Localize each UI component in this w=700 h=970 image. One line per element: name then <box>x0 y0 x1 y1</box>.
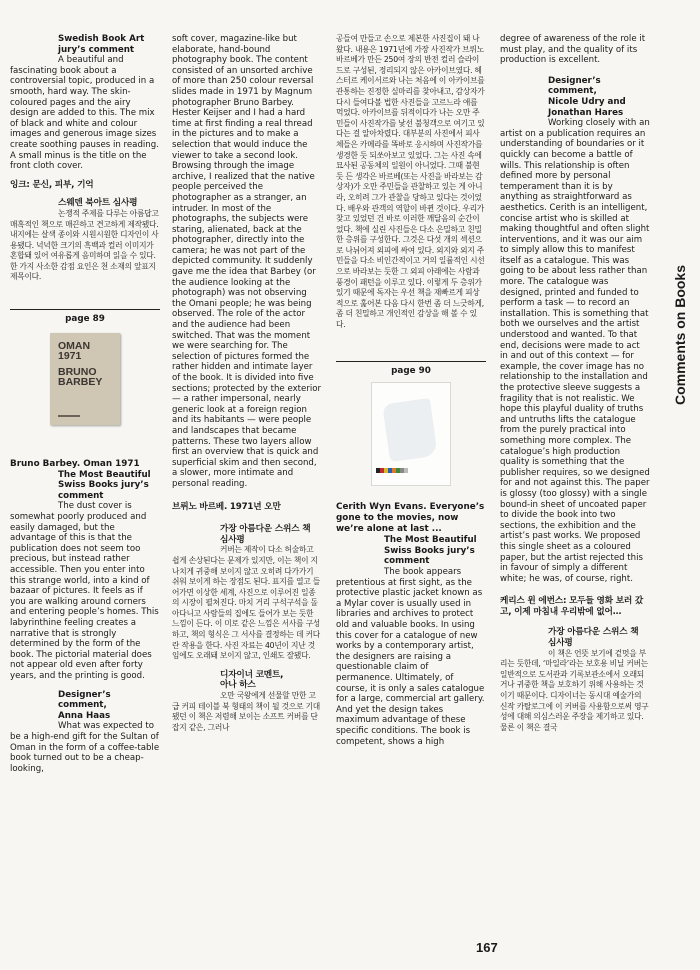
jury-heading: The Most Beautiful <box>384 535 477 546</box>
jury-heading: jury’s comment <box>58 44 135 55</box>
korean-text: 논쟁적 주제를 다루는 아름답고 매혹적인 책으로 매끈하고 견고하게 제작됐다. 내지에는 살색 종이와 시원시원한 디자인이 사용됐다. 넉넉한 크기의 흑백과 컬러 이미지가 혼합돼 있어 여유롭게 음미하며 읽을 수 있다. 한 가지 사소한 감점 요인은 천 소재의 앞표지 제목이다. <box>10 208 159 282</box>
section-rule <box>336 361 486 362</box>
cover-text: BRUNO BARBEY <box>58 365 103 388</box>
korean-text: 공들여 만들고 손으로 제본한 사진집이 돼 나왔다. 내용은 1971년에 가장 사진작가 브뤼노 바르베가 만든 250여 장의 반전 컬러 슬라이드로 구성된, 정리되지 않은 아카이브였다. 헤스터르 케이서르와 나는 처음에 이 아카이브를 관통하는 진정한 실마리를 찾아내고, 감상자가 다시 들여다볼 법한 사진들을 고르느라 애를 먹었다. 아카이브를 뒤적이다가 나는 오만 주민들이 사진작가를 낯선 불청객으로 여기고 있다는 걸 알아차렸다. 대부분의 사진에서 피사체들은 카메라를 똑바로 응시하며 사진작가를 생경한 듯 되쏘아보고 있었다. 그는 사진 속에 묘사된 공동체의 일원이 아니었다. 그때 불현듯 든 생각은 바르베(또는 사진을 바라보는 감상자)가 오만 주민들을 관찰하고 있는 게 아니라, 오히려 그가 관찰을 당하고 있다는 것이었다. 배우와 관객의 역할이 바뀐 것이다. 우리가 찾고 있었던 건 바로 이러한 깨달음의 순간이었다. 책에 실린 사진들은 다소 은밀하고 친밀한 층위를 구성한다. 그것은 다섯 개의 섹션으로 나뉘어져 외피에 싸여 있다. 외지와 외지 주민들을 다소 비인간적이고 거의 일률적인 시선으로 바라보는 듯한 그 외피 아래에는 사람과 풍경이 패턴을 이루고 있다. 이렇게 두 층위가 있기 때문에 독자는 우선 책을 재빠르게 피상적으로 훑어본 다음 다시 한번 좀 더 느긋하게, 좀 더 친밀하고 개인적인 감상을 해 볼 수 있다. <box>336 34 485 330</box>
designer-heading: Jonathan Hares <box>548 107 624 118</box>
body-text: What was expected to be a high-end gift for the Sultan of Oman in the form of a coffee-table book turned out to be a cheap-looking, <box>10 721 160 774</box>
column-2 <box>172 34 322 733</box>
jury-heading: Swiss Books jury’s <box>384 545 475 556</box>
page-number: 167 <box>476 940 498 955</box>
book-caption: Bruno Barbey. Oman 1971 <box>10 458 140 469</box>
body-text: Working closely with an artist on a publication requires an understanding of boundaries or it quickly can become a battle of wills. This relationship is often defined more by personal temperament than it is by anything as straightforward as aesthetics. Cerith is an intelligent, concise artist who is skilled at making thoughtful and often slight interventions, and it was our aim to simply allow this to manifest itself as a catalogue. This was going to be about less rather than more. The catalogue was designed, printed and funded to perform a task — to record an installation. This is something that both we ourselves and the artist understood and wanted. To that end, decisions were made to act in and out of this context — for example, the cover image has no relationship to the installation and the protective sleeve suggests a fragility that is not realistic. We hope this playful duality of truths and untruths lifts the catalogue from the purely practical into something more complex. The catalogue’s high production quality is something that the publisher requires, so we designed for and not against this. The paper is glossy (too glossy) with a single bound-in sheet of uncoated paper to divide the book into two sections, the exhibition and the artist’s past works. We proposed this single sheet as a coloured paper, but the artist rejected this in favour of simply a different white; he was, of course, right. <box>500 118 650 584</box>
column-1 <box>10 34 160 774</box>
section-title-vertical: Comments on Books <box>672 264 688 406</box>
korean-heading: 스웨덴 북아트 심사평 <box>58 198 138 209</box>
jury-heading: comment <box>384 556 430 567</box>
jury-heading: Swiss Books jury’s <box>58 480 149 491</box>
korean-heading: 아나 하스 <box>220 680 256 691</box>
body-text: A beautiful and fascinating book about a controversial topic, produced in a smooth, hard way. The skin-coloured pages and the airy design are added to this. The mix of black and white and colour images and generous image sizes create soothing pauses in reading. A small minus is the title on the front cloth cover. <box>10 55 159 172</box>
color-bar-swatch <box>404 468 408 473</box>
column-4 <box>500 34 650 733</box>
body-text: The book appears pretentious at first sight, as the protective plastic jacket known as a Mylar cover is usually used in libraries and archives to protect old and valuable books. In using this cover for a catalogue of new works by a contemporary artist, the designers are raising a questionable claim of permanence. Ultimately, of course, it is only a sales catalogue for a large, commercial art gallery. And yet the design takes maximum advantage of these specific conditions. The book is competent, shows a high <box>336 567 485 747</box>
body-text: soft cover, magazine-like but elaborate, hand-bound photography book. The content consisted of an unsorted archive of more than 250 colour reversal slides made in 1971 by Magnum photographer Bruno Barbey. Hester Keijser and I had a hard time at first finding a real thread in the pictures and to make a selection that would induce the viewer to take a second look. Browsing through the image archive, I realized that the native people perceived the photographer as a stranger, an intruder. In most of the photographs, the subjects were staring, alienated, back at the photographer, directly into the camera; he was not part of the depicted community. It suddenly gave me the idea that Barbey (or the audience looking at the photograph) was not observing the Omani people; he was being observed. The role of the actor and the audience had been switched. That was the moment we were searching for. The selection of pictures formed the rather hidden and intimate layer of the book. It is divided into five sections; protected by the exterior — a rather impersonal, nearly generic look at a foreign region and its habitants — were people and landscapes that became patterns. These two layers allow first an overview that is quick and superficial skim and then second, a slower, more intimate and personal reading. <box>172 34 322 489</box>
korean-text: 오만 국왕에게 선물할 만한 고급 커피 테이블 북 형태의 책이 될 것으로 기대됐던 이 책은 저렴해 보이는 소프트 커버를 단 잡지 같은, 그러나 <box>172 691 321 732</box>
jury-heading: Swedish Book Art <box>58 34 145 44</box>
column-3 <box>336 34 486 747</box>
jury-heading: comment <box>58 490 104 501</box>
korean-title: 케리스 윈 에번스: 모두들 영화 보러 갔고, 이제 마침내 우리밖에 없어… <box>500 596 644 617</box>
section-rule <box>10 309 160 310</box>
jury-heading: The Most Beautiful <box>58 469 151 480</box>
korean-heading: 심사평 <box>220 534 245 545</box>
cover-text: OMAN 1971 <box>58 339 91 362</box>
body-text: The dust cover is somewhat poorly produced and easily damaged, but the advantage of this is that the publication does not seem too precious, but instead rather accessible. Then you enter into this strange world, into a kind of bazaar of pictures. It feels as if you are walking around corners and entering people’s homes. This labyrinthine feeling creates a narrative that is strongly determined by the form of the book. The pictorial material does not appear old even after forty years, and the printing is good. <box>10 501 159 681</box>
book-cover-image <box>50 333 120 425</box>
designer-heading: Anna Haas <box>58 710 111 721</box>
designer-heading: Designer’s comment, <box>548 75 601 97</box>
designer-heading: Designer’s comment, <box>58 689 111 711</box>
page-label: page 90 <box>391 365 431 376</box>
korean-text: 커버는 제작이 다소 허술하고 쉽게 손상된다는 문제가 있지만, 이는 책이 지나치게 귀중해 보이지 않고 오히려 다가가기 쉬워 보이게 하는 장점도 된다. 표지를 열고 들어가면 이상한 세계, 사진으로 이루어진 일종의 시장이 펼쳐진다. 마치 거리 구석구석을 돌아다니고 사람들의 집에도 들어가 보는 듯한 느낌이 든다. 이 미로 같은 느낌은 서사를 구성하고, 책의 형식은 그 서사를 결정하는 데 커다란 작용을 한다. 사진 자료는 40년이 지난 것임에도 오래돼 보이지 않고, 인쇄도 잘됐다. <box>172 545 321 661</box>
book-caption: Cerith Wyn Evans. Everyone’s gone to the movies, now we’re alone at last ... <box>336 502 485 535</box>
korean-text: 이 책은 언뜻 보기에 겉멋을 부리는 듯한데, ‘마일라’라는 보호용 비닐 커버는 일반적으로 도서관과 기록보관소에서 오래되거나 귀중한 책을 보호하기 위해 사용하는 것이기 때문이다. 디자이너는 동시대 예술가의 신작 카탈로그에 이 커버를 사용함으로써 영구성에 대해 의심스러운 주장을 제기하고 있다. 물론 이 책은 결국 <box>500 648 649 732</box>
korean-heading: 가장 아름다운 스위스 책 <box>548 627 639 638</box>
designer-heading: Nicole Udry and <box>548 96 626 107</box>
korean-heading: 가장 아름다운 스위스 책 <box>220 524 311 535</box>
page-label: page 89 <box>65 314 105 325</box>
korean-title: 브뤼노 바르베. 1971년 오만 <box>172 501 281 512</box>
korean-heading: 디자이너 코멘트, <box>220 669 284 680</box>
book-cover-image <box>371 382 451 486</box>
korean-title: 잉크: 문신, 피부, 기억 <box>10 179 94 190</box>
korean-heading: 심사평 <box>548 638 573 649</box>
body-text: degree of awareness of the role it must play, and the quality of its production is excellent. <box>500 34 646 66</box>
